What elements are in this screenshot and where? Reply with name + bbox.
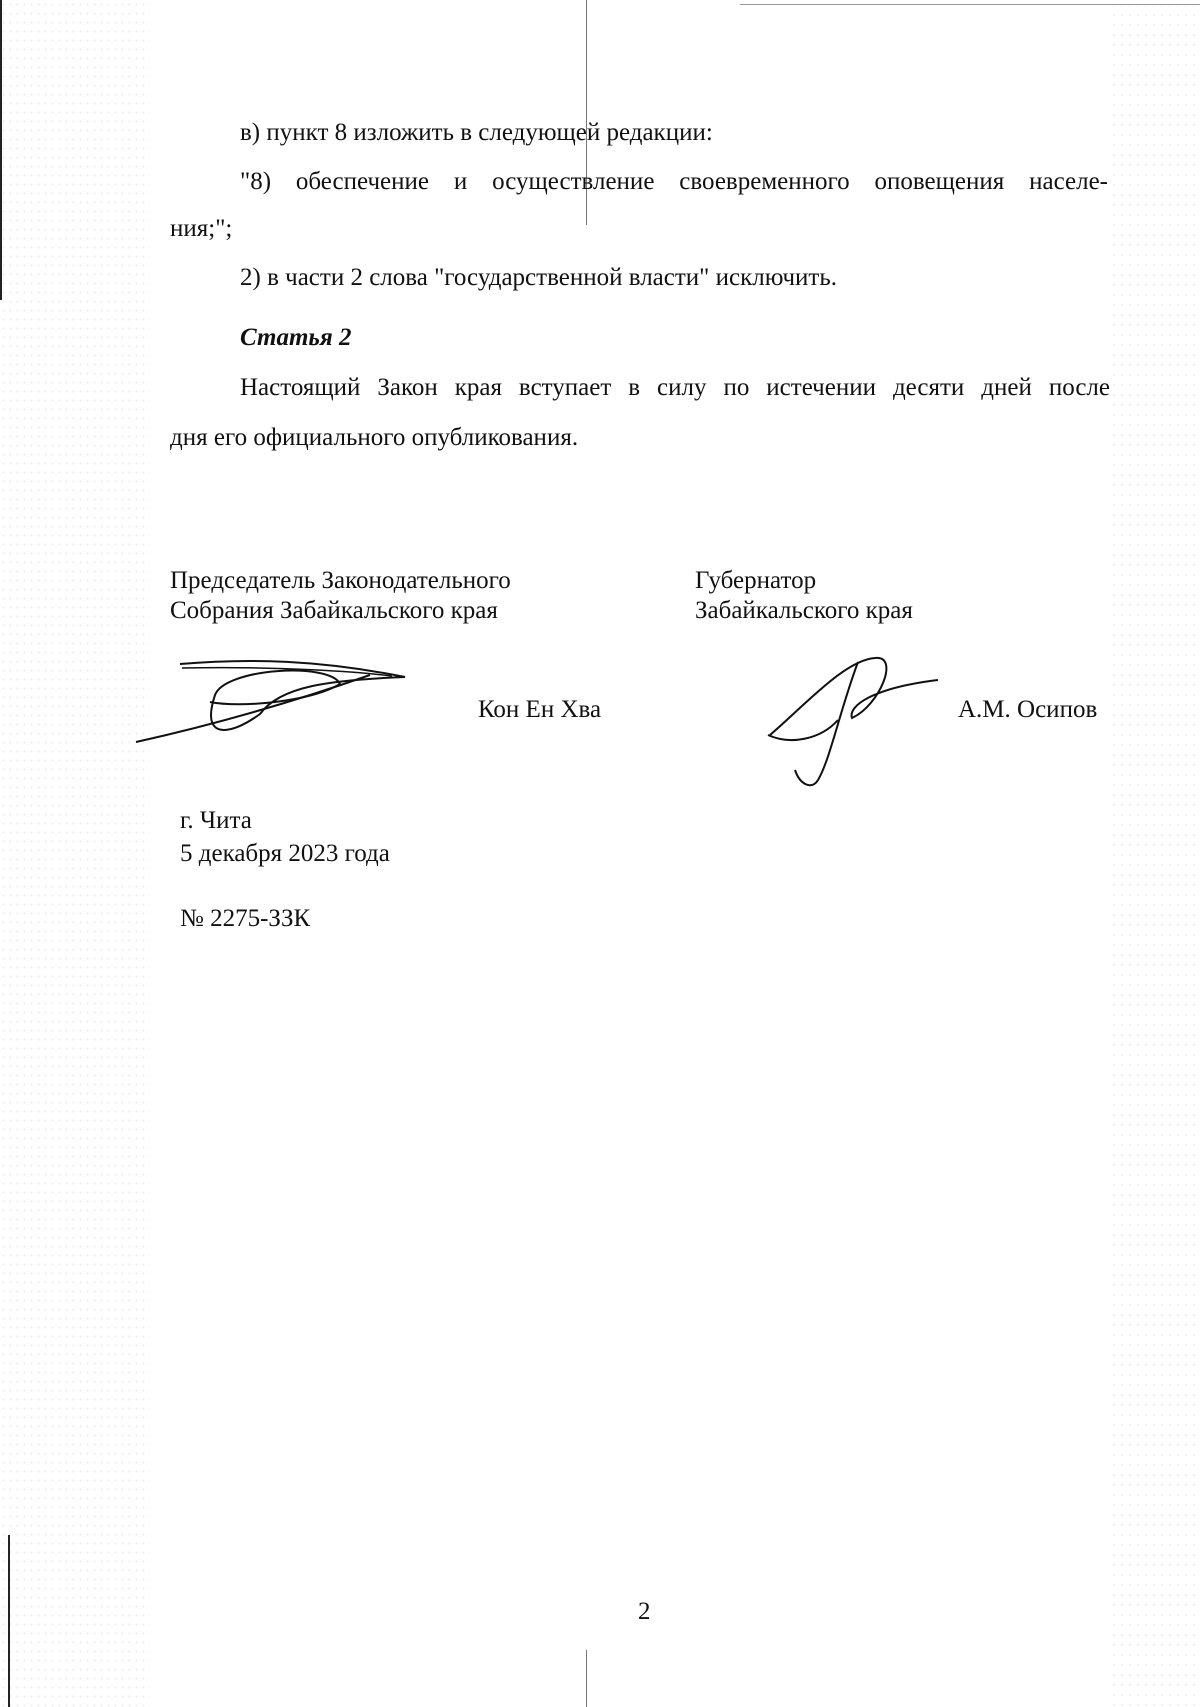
scan-noise-left — [0, 0, 150, 1707]
left-handwritten-signature — [130, 650, 420, 750]
scan-edge-line-left-top — [0, 0, 2, 300]
left-signatory-name: Кон Ен Хва — [478, 696, 602, 723]
signing-date: 5 декабря 2023 года — [180, 840, 390, 867]
article-text-line2: дня его официального опубликования. — [170, 424, 579, 451]
scan-edge-line-left-bottom — [8, 1535, 10, 1707]
right-signatory-title-line1: Губернатор — [695, 567, 817, 594]
left-signatory-title-line2: Собрания Забайкальского края — [170, 597, 498, 624]
scan-top-border — [740, 4, 1200, 5]
article-text-line1: Настоящий Закон края вступает в силу по истечении десяти дней после — [240, 374, 1110, 401]
right-signatory-name: А.М. Осипов — [958, 696, 1098, 723]
city: г. Чита — [180, 807, 252, 834]
right-handwritten-signature — [760, 650, 950, 790]
amendment-item-2: 2) в части 2 слова "государственной власти" исключить. — [240, 264, 837, 291]
right-signatory-title-line2: Забайкальского края — [695, 597, 913, 624]
scan-noise-right — [1110, 0, 1200, 1707]
amendment-quote-line1: "8) обеспечение и осуществление своевременного оповещения населе- — [240, 168, 1108, 195]
amendment-quote-line2: ния;"; — [170, 215, 233, 242]
amendment-item-v: в) пункт 8 изложить в следующей редакции: — [240, 119, 713, 146]
left-signatory-title-line1: Председатель Законодательного — [170, 567, 511, 594]
law-number: № 2275-ЗЗК — [180, 905, 311, 932]
page-number: 2 — [638, 1598, 651, 1625]
scan-fold-line-bottom — [586, 1650, 587, 1707]
article-heading: Статья 2 — [240, 324, 352, 351]
